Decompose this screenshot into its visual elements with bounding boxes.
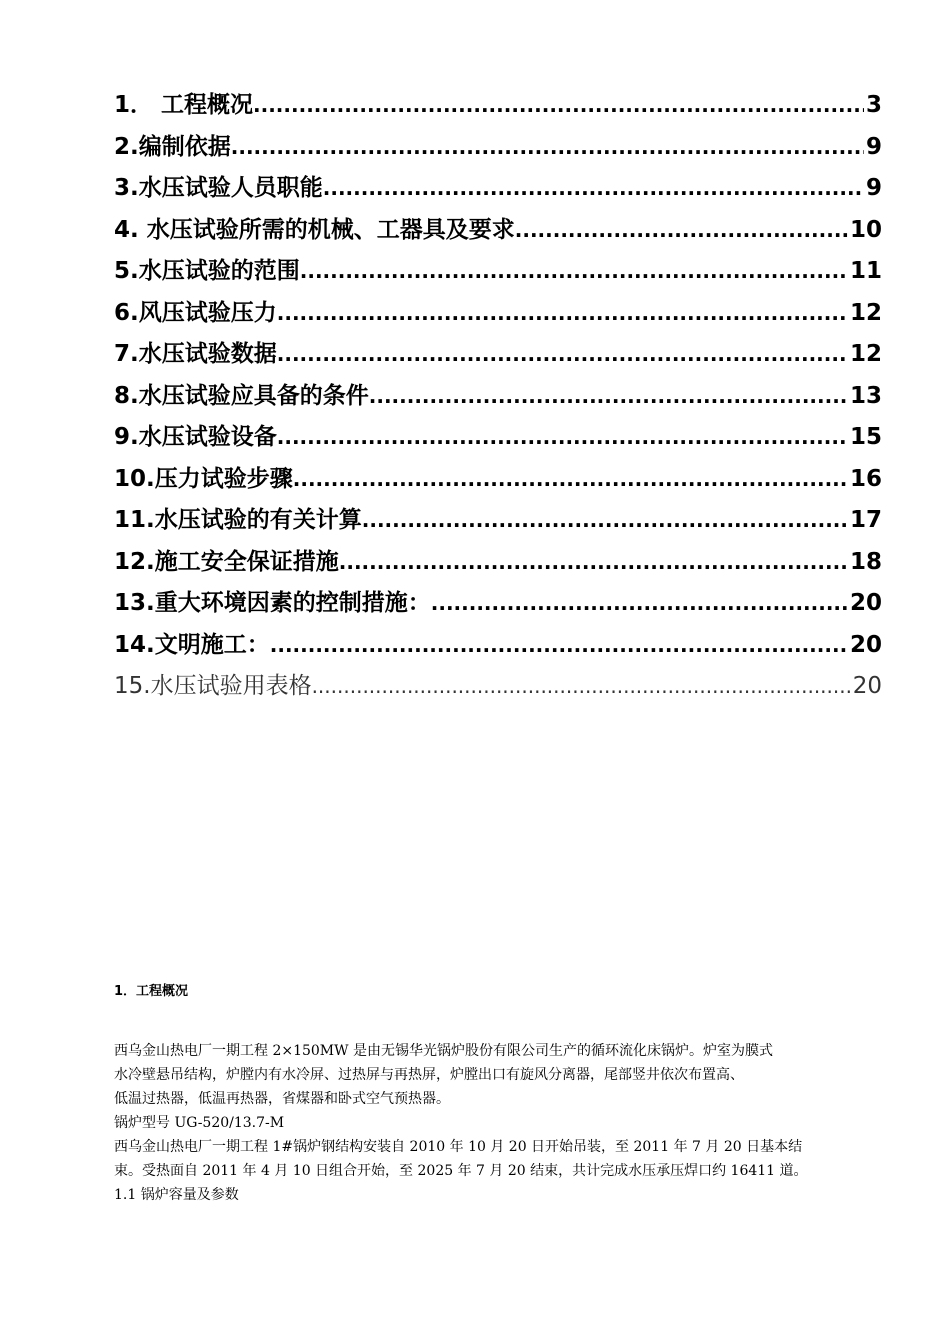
section-project-overview	[114, 980, 884, 1207]
body-line: 束。受热面自 2011 年 4 月 10 日组合开始，至 2025 年 7 月 20 结束，共计完成水压承压焊口约 16411 道。	[114, 1163, 808, 1179]
toc-entry-title: 15.水压试验用表格	[114, 673, 312, 699]
toc-entry-title: 3.水压试验人员职能	[114, 175, 323, 201]
toc-entry-title: 6.风压试验压力	[114, 299, 277, 326]
toc-entry-3[interactable]	[114, 169, 882, 211]
toc-entry-page: 12	[849, 299, 882, 326]
toc-entry-title: 9.水压试验设备	[114, 424, 277, 450]
toc-entry-title: 5.水压试验的范围	[114, 258, 300, 284]
toc-leader	[515, 218, 848, 242]
body-line: 西乌金山热电厂一期工程 2×150MW 是由无锡华光锅炉股份有限公司生产的循环流化床锅炉。炉室为膜式	[114, 1043, 773, 1059]
toc-leader	[312, 674, 851, 698]
toc-leader	[362, 508, 848, 532]
toc-leader	[323, 176, 864, 200]
toc-entry-11[interactable]	[114, 501, 882, 543]
table-of-contents	[114, 86, 882, 709]
toc-entry-page: 9	[865, 133, 882, 160]
toc-entry-7[interactable]	[114, 335, 882, 377]
body-line: 锅炉型号 UG-520/13.7-M	[114, 1115, 285, 1131]
toc-entry-title: 11.水压试验的有关计算	[114, 507, 362, 533]
toc-entry-8[interactable]	[114, 377, 882, 419]
toc-entry-page: 20	[849, 590, 882, 616]
toc-leader	[369, 384, 848, 408]
toc-leader	[339, 550, 848, 574]
toc-entry-page: 18	[849, 548, 882, 575]
body-line: 水冷壁悬吊结构，炉膛内有水冷屏、过热屏与再热屏，炉膛出口有旋风分离器，尾部竖井依次布置高、	[114, 1067, 744, 1083]
toc-entry-title: 8.水压试验应具备的条件	[114, 382, 369, 409]
toc-entry-5[interactable]	[114, 252, 882, 294]
toc-entry-4[interactable]	[114, 211, 882, 253]
toc-entry-page: 9	[865, 175, 882, 201]
toc-entry-12[interactable]	[114, 543, 882, 585]
toc-entry-page: 3	[865, 92, 882, 118]
toc-entry-14[interactable]	[114, 626, 882, 668]
toc-entry-title: 10.压力试验步骤	[114, 465, 293, 492]
body-line: 1.1 锅炉容量及参数	[114, 1187, 239, 1203]
toc-entry-title: 13.重大环境因素的控制措施：	[114, 590, 431, 616]
toc-entry-page: 11	[849, 258, 882, 284]
toc-entry-page: 17	[849, 507, 882, 533]
toc-entry-1[interactable]	[114, 86, 882, 128]
toc-entry-title: 2.编制依据	[114, 133, 231, 160]
toc-entry-title: 4. 水压试验所需的机械、工器具及要求	[114, 216, 515, 243]
toc-entry-page: 15	[849, 424, 882, 450]
toc-leader	[231, 135, 864, 159]
toc-entry-page: 20	[852, 673, 882, 699]
toc-entry-page: 13	[849, 382, 882, 409]
toc-entry-6[interactable]	[114, 294, 882, 336]
toc-leader	[277, 301, 848, 325]
toc-entry-title: 12.施工安全保证措施	[114, 548, 339, 575]
body-line: 西乌金山热电厂一期工程 1#锅炉钢结构安装自 2010 年 10 月 20 日开始吊装，至 2011 年 7 月 20 日基本结	[114, 1139, 803, 1155]
toc-entry-title: 7.水压试验数据	[114, 341, 277, 367]
toc-entry-15[interactable]	[114, 667, 882, 709]
toc-entry-2[interactable]	[114, 128, 882, 170]
toc-leader	[431, 591, 848, 615]
toc-entry-page: 20	[849, 631, 882, 658]
toc-entry-10[interactable]	[114, 460, 882, 502]
toc-entry-page: 10	[849, 216, 882, 243]
toc-leader	[253, 93, 864, 117]
toc-entry-9[interactable]	[114, 418, 882, 460]
toc-leader	[277, 342, 848, 366]
body-line: 低温过热器，低温再热器，省煤器和卧式空气预热器。	[114, 1091, 450, 1107]
toc-leader	[277, 425, 848, 449]
toc-entry-page: 12	[849, 341, 882, 367]
toc-entry-title: 1． 工程概况	[114, 92, 254, 118]
toc-leader	[270, 633, 848, 657]
toc-entry-13[interactable]	[114, 584, 882, 626]
section-heading: 1．工程概况	[114, 984, 189, 999]
toc-entry-page: 16	[849, 465, 882, 492]
toc-leader	[293, 467, 848, 491]
toc-leader	[300, 259, 848, 283]
toc-entry-title: 14.文明施工：	[114, 631, 270, 658]
